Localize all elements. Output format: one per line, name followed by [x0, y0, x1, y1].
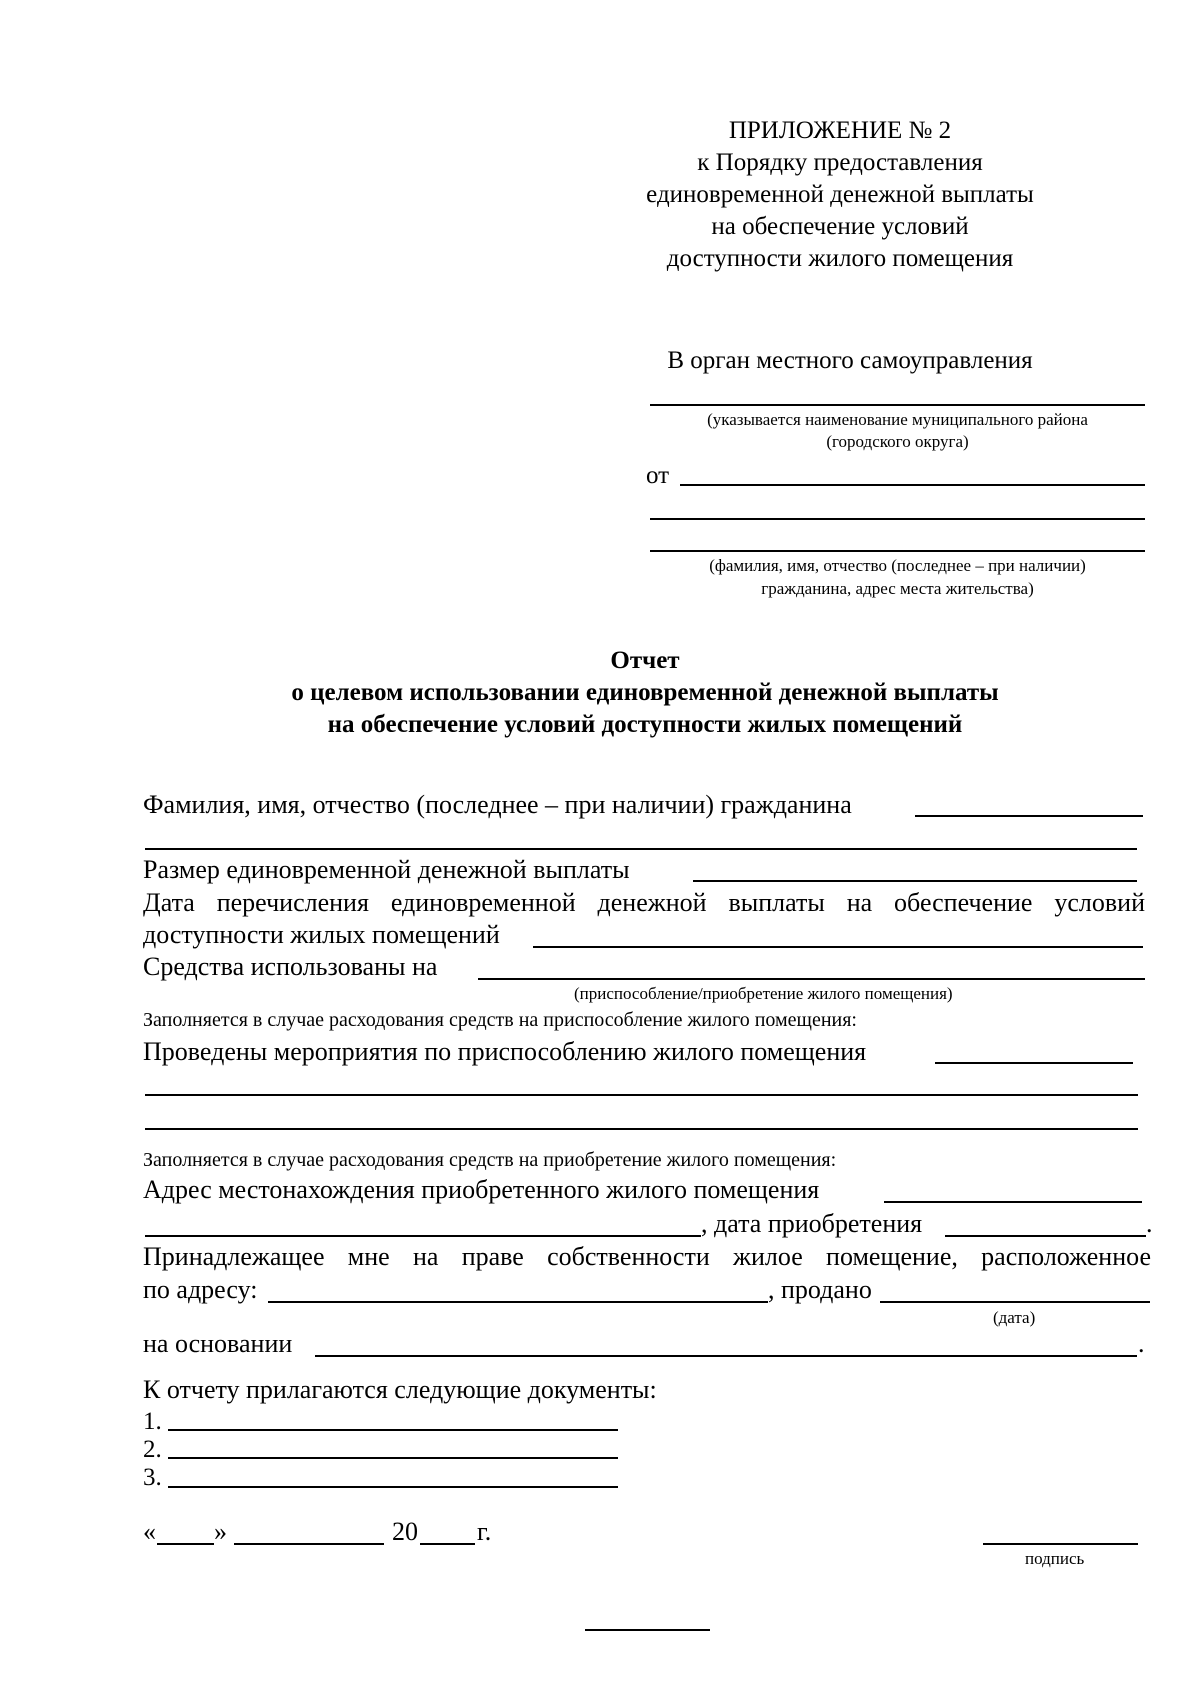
basis-label: на основании [143, 1329, 293, 1358]
purchase-address-field-2[interactable] [145, 1235, 701, 1237]
bottom-divider [585, 1629, 710, 1631]
amount-label: Размер единовременной денежной выплаты [143, 855, 630, 884]
adaptation-measures-field-3[interactable] [145, 1128, 1138, 1130]
basis-field[interactable] [315, 1355, 1137, 1357]
amount-field[interactable] [693, 880, 1137, 882]
transfer-date-field[interactable] [533, 946, 1143, 948]
attachment-item-2-number: 2. [143, 1436, 162, 1463]
appendix-line-3: на обеспечение условий [711, 213, 969, 240]
from-field-2[interactable] [650, 518, 1145, 520]
date-quote-open: « [143, 1517, 156, 1546]
appendix-line-4: доступности жилого помещения [666, 245, 1014, 272]
appendix-number: ПРИЛОЖЕНИЕ № 2 [728, 117, 952, 144]
report-title: Отчет [610, 647, 680, 674]
sold-date-field[interactable] [880, 1301, 1150, 1303]
report-title-line-3: на обеспечение условий доступности жилых помещений [327, 711, 963, 738]
sold-date-hint: (дата) [993, 1308, 1036, 1327]
owned-address-field[interactable] [268, 1301, 768, 1303]
attachment-item-2-field[interactable] [168, 1457, 618, 1459]
purchase-note: Заполняется в случае расходования средств на приобретение жилого помещения: [143, 1149, 837, 1171]
owned-property-label: Принадлежащее мне на праве собственности жилое помещение, расположенное [143, 1242, 1151, 1271]
appendix-line-1: к Порядку предоставления [697, 149, 983, 176]
from-hint-2: гражданина, адрес места жительства) [761, 579, 1034, 598]
addressee-org-hint-1: (указывается наименование муниципального района [707, 410, 1088, 429]
fio-field[interactable] [915, 815, 1143, 817]
adaptation-measures-field[interactable] [935, 1062, 1133, 1064]
date-year-prefix: 20 [392, 1517, 418, 1546]
basis-period: . [1138, 1329, 1145, 1358]
date-year-field[interactable] [420, 1543, 475, 1545]
date-year-suffix: г. [477, 1517, 492, 1546]
attachment-item-1-field[interactable] [168, 1429, 618, 1431]
purchase-date-period: . [1146, 1209, 1153, 1238]
fio-label: Фамилия, имя, отчество (последнее – при наличии) гражданина [143, 790, 852, 819]
attachment-item-3-number: 3. [143, 1464, 162, 1491]
purchase-address-label: Адрес местонахождения приобретенного жилого помещения [143, 1175, 820, 1204]
signature-field[interactable] [983, 1543, 1138, 1545]
addressee-from-label: от [646, 462, 670, 489]
used-for-label: Средства использованы на [143, 952, 438, 981]
purchase-address-field[interactable] [884, 1201, 1142, 1203]
report-title-line-2: о целевом использовании единовременной денежной выплаты [291, 679, 999, 706]
purchase-date-label: , дата приобретения [701, 1209, 923, 1238]
date-quote-close: » [214, 1517, 227, 1546]
owned-address-label: по адресу: [143, 1275, 258, 1304]
adaptation-measures-label: Проведены мероприятия по приспособлению жилого помещения [143, 1037, 867, 1066]
attachment-item-1-number: 1. [143, 1408, 162, 1435]
signature-label: подпись [1025, 1549, 1085, 1568]
date-day-field[interactable] [157, 1543, 214, 1545]
appendix-line-2: единовременной денежной выплаты [646, 181, 1034, 208]
from-hint-1: (фамилия, имя, отчество (последнее – при наличии) [709, 556, 1086, 575]
adaptation-note: Заполняется в случае расходования средств на приспособление жилого помещения: [143, 1009, 857, 1031]
addressee-to: В орган местного самоуправления [667, 347, 1033, 374]
transfer-date-label-line-2: доступности жилых помещений [143, 920, 500, 949]
addressee-org-hint-2: (городского округа) [826, 432, 969, 451]
attachments-label: К отчету прилагаются следующие документы: [143, 1375, 657, 1404]
used-for-hint: (приспособление/приобретение жилого помещения) [574, 984, 953, 1003]
fio-field-continued[interactable] [145, 848, 1137, 850]
adaptation-measures-field-2[interactable] [145, 1094, 1138, 1096]
purchase-date-field[interactable] [945, 1235, 1146, 1237]
used-for-field[interactable] [478, 978, 1145, 980]
from-field-1[interactable] [680, 484, 1145, 486]
addressee-org-field[interactable] [650, 404, 1145, 406]
transfer-date-label: Дата перечисления единовременной денежной выплаты на обеспечение условий [143, 888, 1145, 917]
from-field-3[interactable] [650, 550, 1145, 552]
sold-label: , продано [768, 1275, 872, 1304]
date-month-field[interactable] [234, 1543, 384, 1545]
attachment-item-3-field[interactable] [168, 1486, 618, 1488]
